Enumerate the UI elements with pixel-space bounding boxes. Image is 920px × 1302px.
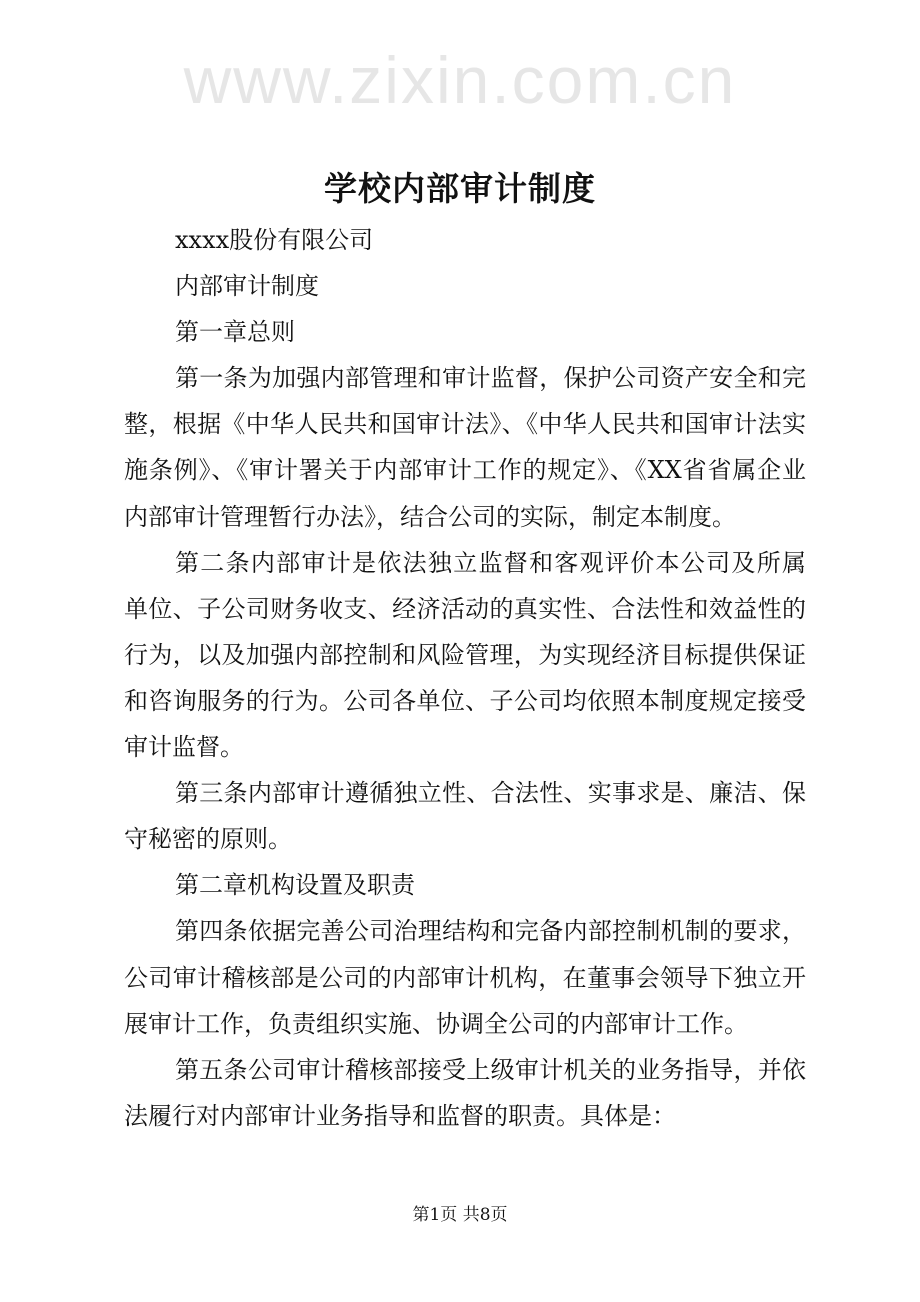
paragraph-line: 法履行对内部审计业务指导和监督的职责。具体是： [124,1101,676,1130]
paragraph-line: 第四条依据完善公司治理结构和完备内部控制机制的要求， [175,917,806,946]
paragraph-line: 第二条内部审计是依法独立监督和客观评价本公司及所属 [175,548,806,577]
paragraph [124,355,806,539]
document-title: 学校内部审计制度 [324,169,596,208]
paragraph [124,770,806,862]
paragraph-line: 施条例》、《审计署关于内部审计工作的规定》、《XX省省属企业 [124,456,806,485]
paragraph-line: 第一章总则 [175,318,295,347]
paragraph-line: 第五条公司审计稽核部接受上级审计机关的业务指导，并依 [175,1055,806,1084]
paragraph-line: 第二章机构设置及职责 [175,871,415,900]
paragraph-line: 守秘密的原则。 [124,825,292,854]
paragraph-line: 第三条内部审计遵循独立性、合法性、实事求是、廉洁、保 [175,779,806,808]
paragraph-line: 审计监督。 [124,733,244,762]
paragraph [124,862,806,908]
paragraph-line: 展审计工作，负责组织实施、协调全公司的内部审计工作。 [124,1009,748,1038]
paragraph [124,309,806,355]
paragraph-line: 内部审计管理暂行办法》，结合公司的实际，制定本制度。 [124,502,736,531]
paragraph-line: 第一条为加强内部管理和审计监督，保护公司资产安全和完 [175,364,806,393]
paragraph-line: 行为，以及加强内部控制和风险管理，为实现经济目标提供保证 [124,640,806,669]
watermark: www.zixin.com.cn [183,43,737,117]
document-body [124,217,806,1139]
paragraph [124,908,806,1046]
page-number: 第1页 共8页 [412,1205,508,1225]
paragraph [124,1047,806,1139]
paragraph-line: 单位、子公司财务收支、经济活动的真实性、合法性和效益性的 [124,594,806,623]
paragraph-line: 公司审计稽核部是公司的内部审计机构，在董事会领导下独立开 [124,963,806,992]
paragraph-line: 内部审计制度 [175,272,319,301]
paragraph [124,263,806,309]
paragraph [124,540,806,770]
paragraph-line: 和咨询服务的行为。公司各单位、子公司均依照本制度规定接受 [124,686,806,715]
paragraph-line: 整，根据《中华人民共和国审计法》、《中华人民共和国审计法实 [124,410,806,439]
paragraph-line: xxxx股份有限公司 [175,226,374,254]
paragraph [124,217,806,263]
